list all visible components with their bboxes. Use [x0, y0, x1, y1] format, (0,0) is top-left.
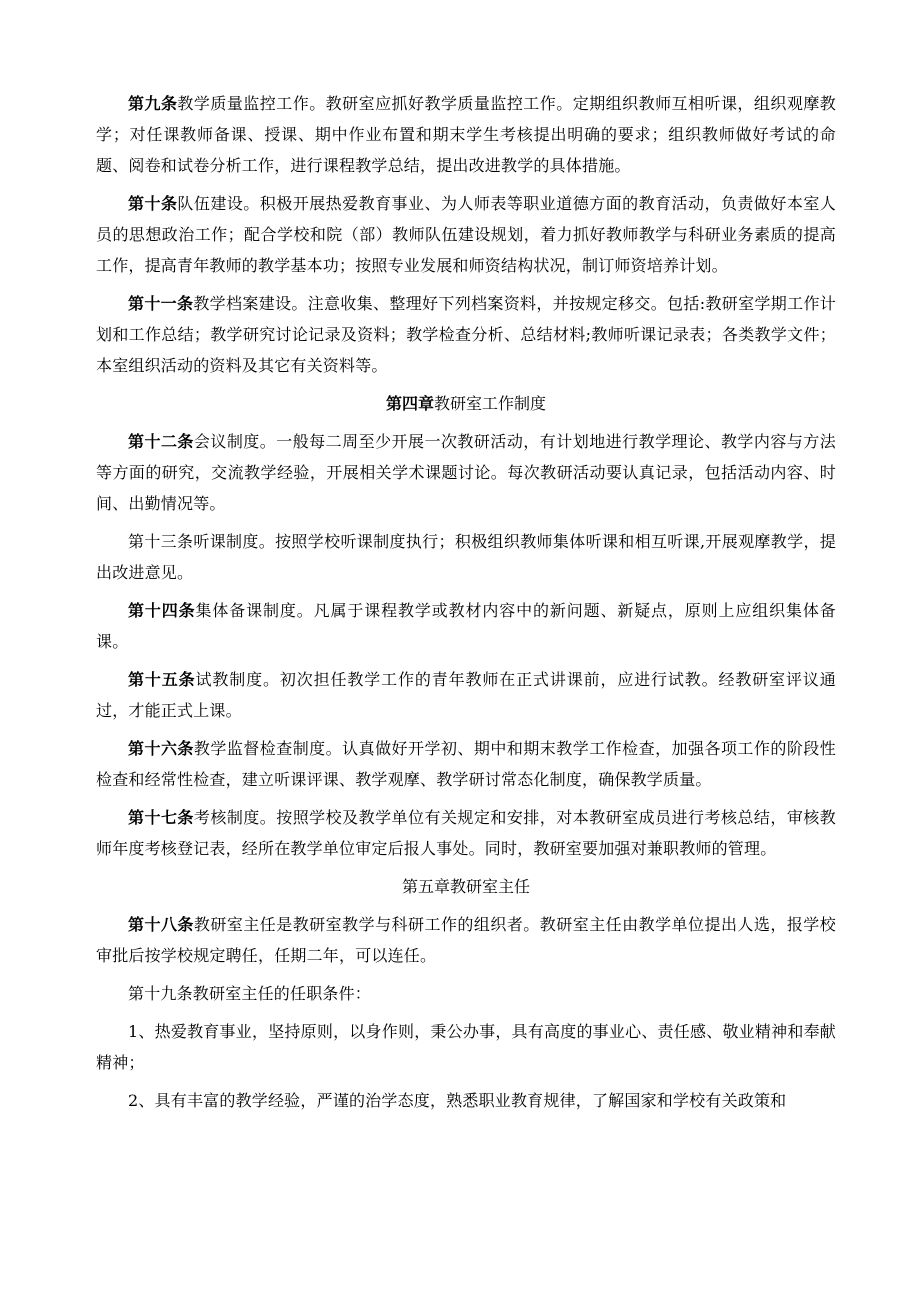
article-label: 第十五条 — [128, 670, 196, 689]
article-text: 教研室主任是教研室教学与科研工作的组织者。教研室主任由教学单位提出人选，报学校审批后按学校规定聘任，任期二年，可以连任。 — [96, 915, 836, 965]
article-label: 第十条 — [128, 194, 178, 213]
article-label: 第十七条 — [128, 808, 194, 827]
article-text: 队伍建设。积极开展热爱教育事业、为人师表等职业道德方面的教育活动，负责做好本室人员的思想政治工作；配合学校和院（部）教师队伍建设规划，着力抓好教师教学与科研业务素质的提高工作，提高青年教师的教学基本功；按照专业发展和师资结构状况，制订师资培养计划。 — [96, 194, 836, 275]
article-label: 第十八条 — [128, 915, 194, 934]
article-text: 考核制度。按照学校及教学单位有关规定和安排，对本教研室成员进行考核总结，审核教师年度考核登记表，经所在教学单位审定后报人事处。同时，教研室要加强对兼职教师的管理。 — [96, 808, 836, 858]
chapter-label: 第四章 — [385, 394, 434, 413]
article-17 — [96, 802, 836, 864]
article-15 — [96, 664, 836, 726]
chapter-4-heading — [96, 388, 836, 419]
chapter-title: 教研室工作制度 — [434, 394, 547, 413]
article-12 — [96, 426, 836, 519]
chapter-5-heading — [96, 871, 836, 902]
article-text: 会议制度。一般每二周至少开展一次教研活动，有计划地进行教学理论、教学内容与方法等方面的研究，交流教学经验，开展相关学术课题讨论。每次教研活动要认真记录，包括活动内容、时间、出勤情况等。 — [96, 432, 836, 513]
article-label: 第十四条 — [128, 601, 196, 620]
document-page — [96, 88, 836, 1123]
article-10 — [96, 188, 836, 281]
article-text: 集体备课制度。凡属于课程教学或教材内容中的新问题、新疑点，原则上应组织集体备课。 — [96, 601, 836, 651]
article-text: 第十九条教研室主任的任职条件： — [128, 984, 372, 1003]
article-label: 第十六条 — [128, 739, 194, 758]
article-label: 第十一条 — [128, 294, 194, 313]
article-text: 教学档案建设。注意收集、整理好下列档案资料，并按规定移交。包括:教研室学期工作计划和工作总结；教学研究讨论记录及资料；教学检查分析、总结材料;教师听课记录表；各类教学文件；本室组织活动的资料及其它有关资料等。 — [96, 294, 836, 375]
condition-text: 2、具有丰富的教学经验，严谨的治学态度，熟悉职业教育规律，了解国家和学校有关政策和 — [128, 1091, 787, 1110]
condition-text: 1、热爱教育事业，坚持原则，以身作则，秉公办事，具有高度的事业心、责任感、敬业精神和奉献精神； — [96, 1022, 836, 1072]
article-text: 教学监督检查制度。认真做好开学初、期中和期末教学工作检查，加强各项工作的阶段性检查和经常性检查，建立听课评课、教学观摩、教学研讨常态化制度，确保教学质量。 — [96, 739, 836, 789]
article-13 — [96, 526, 836, 588]
article-9 — [96, 88, 836, 181]
article-11 — [96, 288, 836, 381]
article-text: 教学质量监控工作。教研室应抓好教学质量监控工作。定期组织教师互相听课，组织观摩教学；对任课教师备课、授课、期中作业布置和期末学生考核提出明确的要求；组织教师做好考试的命题、阅卷和试卷分析工作，进行课程教学总结，提出改进教学的具体措施。 — [96, 94, 836, 175]
article-label: 第九条 — [128, 94, 178, 113]
article-14 — [96, 595, 836, 657]
chapter-title: 第五章教研室主任 — [401, 877, 530, 896]
condition-1 — [96, 1016, 836, 1078]
article-text: 第十三条听课制度。按照学校听课制度执行；积极组织教师集体听课和相互听课,开展观摩教学，提出改进意见。 — [96, 532, 836, 582]
article-19 — [96, 978, 836, 1009]
article-16 — [96, 733, 836, 795]
article-text: 试教制度。初次担任教学工作的青年教师在正式讲课前，应进行试教。经教研室评议通过，才能正式上课。 — [96, 670, 836, 720]
article-18 — [96, 909, 836, 971]
condition-2 — [96, 1085, 836, 1116]
article-label: 第十二条 — [128, 432, 194, 451]
